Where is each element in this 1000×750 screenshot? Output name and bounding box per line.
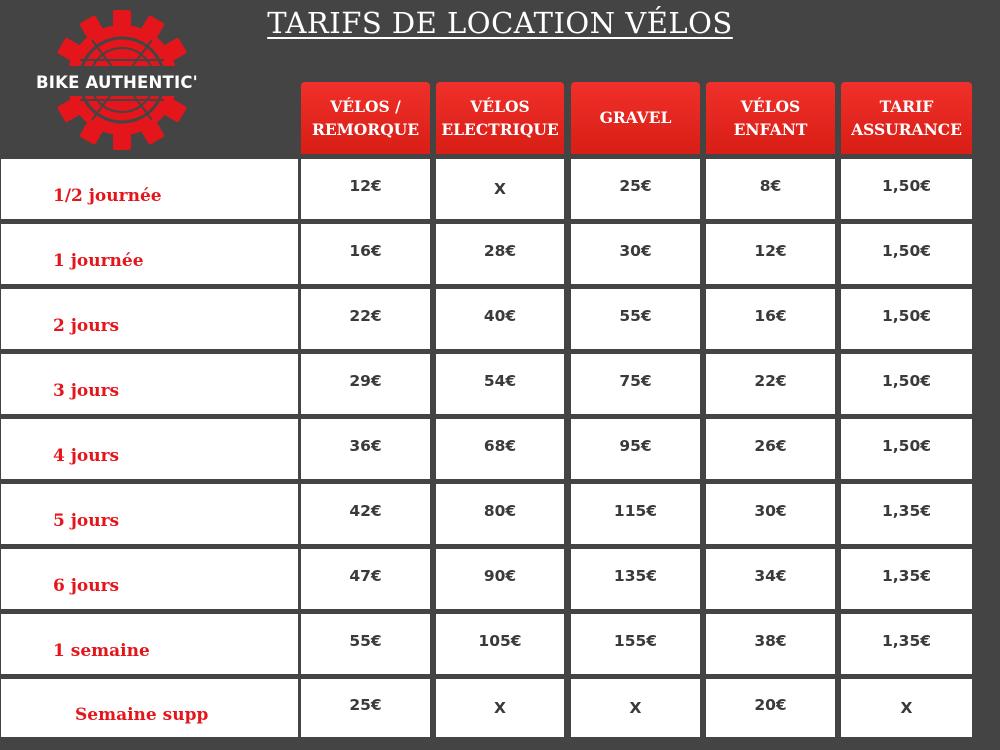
row-label: 1 journée (53, 251, 144, 271)
row-label-cell (1, 419, 298, 479)
brand-name: BIKE AUTHENTIC' (36, 73, 198, 92)
price-cell: 25€ (301, 679, 430, 737)
price-cell: 26€ (706, 419, 835, 479)
price-cell: 1,50€ (841, 289, 972, 349)
header-line: VÉLOS / (330, 96, 401, 116)
price-cell: 30€ (706, 484, 835, 544)
price-cell: X (571, 679, 700, 737)
price-cell: 135€ (571, 549, 700, 609)
price-cell: X (841, 679, 972, 737)
price-cell: 1,50€ (841, 354, 972, 414)
price-cell: 55€ (571, 289, 700, 349)
header-line: VÉLOS (740, 96, 801, 116)
price-cell: 25€ (571, 159, 700, 219)
row-label-cell (1, 614, 298, 674)
price-cell: 30€ (571, 224, 700, 284)
price-cell: 22€ (706, 354, 835, 414)
header-line: VÉLOS (470, 96, 530, 116)
price-cell: X (436, 679, 564, 737)
price-cell: 80€ (436, 484, 564, 544)
price-cell: 1,50€ (841, 159, 972, 219)
row-label: 2 jours (53, 316, 120, 336)
price-cell: 95€ (571, 419, 700, 479)
row-label: 1 semaine (53, 641, 150, 661)
row-label-cell (1, 484, 298, 544)
price-cell: 54€ (436, 354, 564, 414)
price-cell: 105€ (436, 614, 564, 674)
price-cell: X (436, 159, 564, 219)
page-title (0, 6, 1000, 40)
row-label: 1/2 journée (53, 186, 162, 206)
header-velos-enfant (706, 82, 835, 154)
price-cell: 1,35€ (841, 549, 972, 609)
price-cell: 40€ (436, 289, 564, 349)
price-cell: 1,50€ (841, 224, 972, 284)
price-cell: 38€ (706, 614, 835, 674)
price-cell: 68€ (436, 419, 564, 479)
header-line: TARIF (879, 96, 934, 116)
price-cell: 1,35€ (841, 484, 972, 544)
price-cell: 1,50€ (841, 419, 972, 479)
price-cell: 36€ (301, 419, 430, 479)
header-velos-electrique (436, 82, 564, 154)
header-tarif-assurance (841, 82, 972, 154)
price-cell: 90€ (436, 549, 564, 609)
price-cell: 16€ (706, 289, 835, 349)
row-label-cell (1, 289, 298, 349)
row-label-cell (1, 354, 298, 414)
row-label: 3 jours (53, 381, 120, 401)
price-cell: 12€ (706, 224, 835, 284)
header-line: ENFANT (733, 120, 808, 139)
price-cell: 34€ (706, 549, 835, 609)
price-cell: 22€ (301, 289, 430, 349)
price-cell: 47€ (301, 549, 430, 609)
header-gravel (571, 82, 700, 154)
price-cell: 12€ (301, 159, 430, 219)
row-label-cell (1, 679, 298, 737)
price-cell: 8€ (706, 159, 835, 219)
price-cell: 42€ (301, 484, 430, 544)
row-label: 5 jours (53, 511, 120, 531)
row-label: 4 jours (53, 446, 120, 466)
row-label-cell (1, 159, 298, 219)
price-cell: 75€ (571, 354, 700, 414)
price-cell: 1,35€ (841, 614, 972, 674)
price-cell: 115€ (571, 484, 700, 544)
row-label-cell (1, 224, 298, 284)
row-label: 6 jours (53, 576, 120, 596)
price-cell: 20€ (706, 679, 835, 737)
row-label-cell (1, 549, 298, 609)
price-cell: 155€ (571, 614, 700, 674)
header-line: REMORQUE (311, 120, 420, 139)
header-line: ASSURANCE (851, 120, 962, 139)
page-title-text: TARIFS DE LOCATION VÉLOS (267, 6, 733, 40)
price-cell: 29€ (301, 354, 430, 414)
price-cell: 28€ (436, 224, 564, 284)
price-cell: 16€ (301, 224, 430, 284)
header-velos-remorque (301, 82, 430, 154)
header-line: GRAVEL (599, 108, 672, 128)
header-line: ELECTRIQUE (441, 120, 559, 139)
row-label: Semaine supp (75, 705, 209, 725)
price-cell: 55€ (301, 614, 430, 674)
